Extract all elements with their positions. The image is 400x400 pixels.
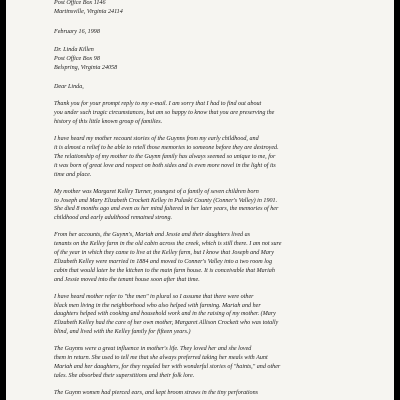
- paragraph-line: black men living in the neighborhood who also helped with farming. Mariah and her: [54, 302, 261, 309]
- paragraph-line: tales. She absorbed their superstitions and their folk lore.: [54, 372, 195, 379]
- sender-address-line: Martinsville, Virginia 24114: [54, 8, 123, 15]
- paragraph-line: childhood and early adulthood remained strong.: [54, 215, 173, 222]
- paragraph-line: of the year in which they came to live at the Kelley farm, but I know that Joseph and Mary: [54, 250, 274, 257]
- paragraph-line: Elizabeth Kelley had the care of her own mother, Margaret Allison Crockett who was totally: [54, 320, 279, 327]
- letter-date: [54, 28, 359, 37]
- paragraph-line: I have heard mother refer to "the men" in plural so I assume that there were other: [54, 293, 254, 300]
- paragraph-line: blind, and lived with the Kelley family for fifteen years.): [54, 329, 191, 336]
- paragraph-line: My mother was Margaret Kelley Turner, youngest of a family of seven children born: [54, 188, 259, 195]
- paragraph-line: to Joseph and Mary Elizabeth Crockett Kelley in Pulaski County (Conner's Valley) in 1901.: [54, 197, 278, 204]
- paragraph-line: tenants on the Kelley farm in the old cabin across the creek, which is still there. I am not sure: [54, 241, 282, 248]
- letter-body: [54, 0, 359, 398]
- paragraph-line: The relationship of my mother to the Guynn family has always seemed so unique to me, for: [54, 153, 276, 160]
- paragraph-line: and Jessie moved into the tenant house soon after that time.: [54, 276, 200, 283]
- paragraph-line: From her accounts, the Guynn's, Mariah and Jessie and their daughters lived as: [54, 232, 251, 239]
- paragraph-line: daughters helped with cooking and household work and in the raising of my mother. (Mary: [54, 311, 276, 318]
- paragraph-line: She died 8 months ago and even as her mind faltered in her later years, the memories of her: [54, 206, 279, 213]
- paragraph-line: cabin that would later be the kitchen to the main farm house. It is conceivable that Mariah: [54, 267, 275, 274]
- paragraph-line: Thank you for your prompt reply to my e-mail. I am sorry that I had to find out about: [54, 101, 262, 108]
- paragraph: [54, 293, 359, 338]
- letter-page: [6, 0, 394, 400]
- paragraph: [54, 231, 359, 284]
- paragraph-line: The Guynn women had pierced ears, and kept broom straws in the tiny perforations: [54, 389, 259, 396]
- paragraph: [54, 389, 359, 398]
- paragraph-line: Elizabeth Kelley were married in 1884 and moved to Conner's Valley into a two room log: [54, 258, 273, 265]
- recipient-line: Post Office Box 98: [54, 55, 100, 62]
- recipient-address: [54, 46, 359, 73]
- recipient-line: Dr. Linda Killen: [54, 46, 94, 53]
- paragraph-line: you under such tragic circumstances, but am so happy to know that you are preserving the: [54, 110, 275, 117]
- paragraph: [54, 188, 359, 224]
- recipient-line: Belspring, Virginia 24058: [54, 64, 118, 71]
- paragraph-line: it was born of great love and respect on both sides and is even more novel in the light of its: [54, 162, 276, 169]
- paragraph-line: it is almost a relief to be able to retell those memories to someone before they are destroyed.: [54, 144, 279, 151]
- paragraph-line: I have heard my mother recount stories of the Guynns from my early childhood, and: [54, 136, 259, 143]
- paragraph: [54, 135, 359, 180]
- paragraph-line: The Guynns were a great influence in mother's life. They loved her and she loved: [54, 346, 252, 353]
- paragraph: [54, 100, 359, 127]
- paragraph-line: Mariah and her daughters, for they regaled her with wonderful stories of "haints," and other: [54, 364, 281, 370]
- paragraph: [54, 345, 359, 381]
- salutation-text: Dear Linda,: [54, 84, 84, 91]
- date-text: February 16, 1998: [54, 28, 100, 35]
- paragraph-line: time and place.: [54, 171, 92, 178]
- paragraph-line: them in return. She used to tell me that she always preferred taking her meals with Aunt: [54, 355, 268, 362]
- sender-address-line: Post Office Box 1146: [54, 0, 106, 6]
- paragraph-line: history of this little known group of families.: [54, 119, 163, 126]
- salutation: [54, 83, 359, 92]
- sender-address: [54, 0, 359, 17]
